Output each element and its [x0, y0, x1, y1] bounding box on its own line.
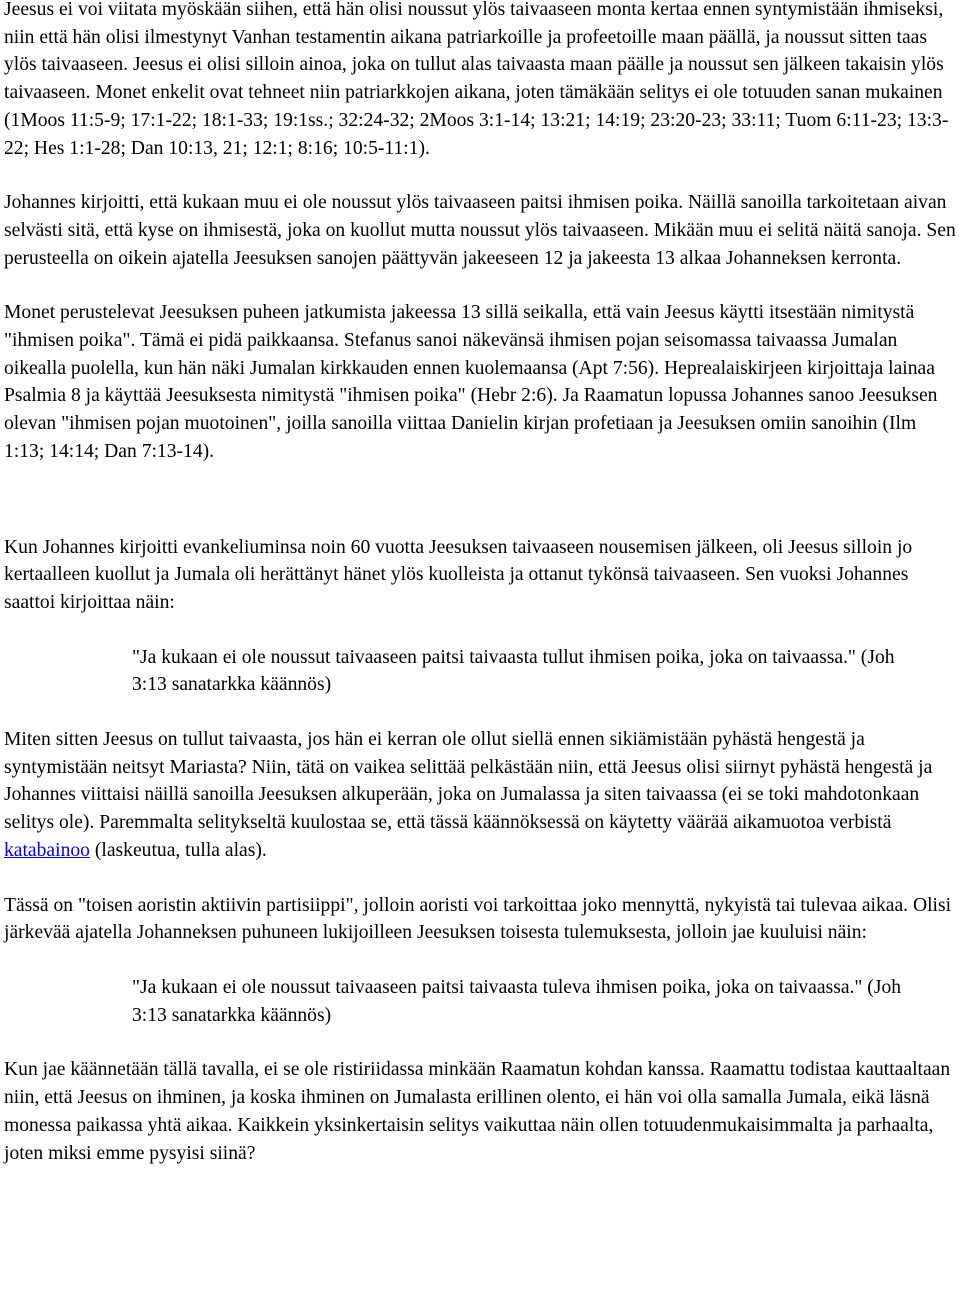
paragraph-1: Jeesus ei voi viitata myöskään siihen, että hän olisi noussut ylös taivaaseen monta kertaa ennen syntymistään ihmiseksi, niin että hän olisi ilmestynyt Vanhan testamentin aikana patriarkoille ja profeetoille maan päällä, ja noussut sitten taas ylös taivaaseen. Jeesus ei olisi silloin ainoa, joka on tullut alas taivaasta maan päälle ja noussut sen jälkeen takaisin ylös taivaaseen. Monet enkelit ovat tehneet niin patriarkkojen aikana, joten tämäkään selitys ei ole totuuden sanan mukainen (1Moos 11:5-9; 17:1-22; 18:1-33; 19:1ss.; 32:24-32; 2Moos 3:1-14; 13:21; 14:19; 23:20-23; 33:11; Tuom 6:11-23; 13:3-22; Hes 1:1-28; Dan 10:13, 21; 12:1; 8:16; 10:5-11:1). [4, 0, 949, 159]
paragraph-5-text-after: (laskeutua, tulla alas). [89, 839, 267, 861]
paragraph-5-text-before: Miten sitten Jeesus on tullut taivaasta, jos hän ei kerran ole ollut siellä ennen sikiämistään pyhästä hengestä ja syntymistään neitsyt Mariasta? Niin, tätä on vaikea selittää pelkästään niin, että Jeesus olisi siirnyt pyhästä hengestä ja Johannes viittaisi näillä sanoilla Jeesuksen alkuperään, joka on Jumalassa ja siten taivaassa (ei se toki mahdotonkaan selitys ole). Paremmalta selitykseltä kuulostaa se, että tässä käännöksessä on käytetty väärää aikamuotoa verbistä [4, 729, 933, 834]
paragraph-4: Kun Johannes kirjoitti evankeliuminsa noin 60 vuotta Jeesuksen taivaaseen nousemisen jälkeen, oli Jeesus silloin jo kertaalleen kuollut ja Jumala oli herättänyt hänet ylös kuolleista ja ottanut tykönsä taivaaseen. Sen vuoksi Johannes saattoi kirjoittaa näin: [4, 536, 913, 613]
blockquote-1: "Ja kukaan ei ole noussut taivaaseen paitsi taivaasta tullut ihmisen poika, joka on taivaassa." (Joh 3:13 sanatarkka käännös) [132, 646, 895, 696]
paragraph-7: Kun jae käännetään tällä tavalla, ei se ole ristiriidassa minkään Raamatun kohdan kanssa. Raamattu todistaa kauttaaltaan niin, että Jeesus on ihminen, ja koska ihminen on Jumalasta erillinen olento, ei hän voi olla samalla Jumala, eikä läsnä monessa paikassa yhtä aikaa. Kaikkein yksinkertaisin selitys vaikuttaa näin ollen totuudenmukaisimmalta ja parhaalta, joten miksi emme pysyisi siinä? [4, 1059, 951, 1164]
paragraph-3: Monet perustelevat Jeesuksen puheen jatkumista jakeessa 13 sillä seikalla, että vain Jeesus käytti itsestään nimitystä "ihmisen poika". Tämä ei pidä paikkaansa. Stefanus sanoi näkevänsä ihmisen pojan seisomassa taivaassa Jumalan oikealla puolella, kun hän näki Jumalan kirkkauden ennen kuolemaansa (Apt 7:56). Heprealaiskirjeen kirjoittaja lainaa Psalmia 8 ja käyttää Jeesuksesta nimitystä "ihmisen poika" (Hebr 2:6). Ja Raamatun lopussa Johannes sanoo Jeesuksen olevan "ihmisen pojan muotoinen", joilla sanoilla viittaa Danielin kirjan profetiaan ja Jeesuksen omiin sanoihin (Ilm 1:13; 14:14; Dan 7:13-14). [4, 302, 938, 462]
katabainoo-link[interactable]: katabainoo [4, 839, 90, 861]
paragraph-6: Tässä on "toisen aoristin aktiivin partisiippi", jolloin aoristi voi tarkoittaa joko mennyttä, nykyistä tai tulevaa aikaa. Olisi järkevää ajatella Johanneksen puhuneen lukijoilleen Jeesuksen toisesta tulemuksesta, jolloin jae kuuluisi näin: [4, 894, 952, 944]
blockquote-2: "Ja kukaan ei ole noussut taivaaseen paitsi taivaasta tuleva ihmisen poika, joka on taivaassa." (Joh 3:13 sanatarkka käännös) [132, 976, 902, 1026]
paragraph-2: Johannes kirjoitti, että kukaan muu ei ole noussut ylös taivaaseen paitsi ihmisen poika. Näillä sanoilla tarkoitetaan aivan selvästi sitä, että kyse on ihmisestä, joka on kuollut mutta noussut ylös taivaaseen. Mikään muu ei selitä näitä sanoja. Sen perusteella on oikein ajatella Jeesuksen sanojen päättyvän jakeeseen 12 ja jakeesta 13 alkaa Johanneksen kerronta. [4, 192, 956, 269]
paragraph-5 [4, 726, 960, 865]
